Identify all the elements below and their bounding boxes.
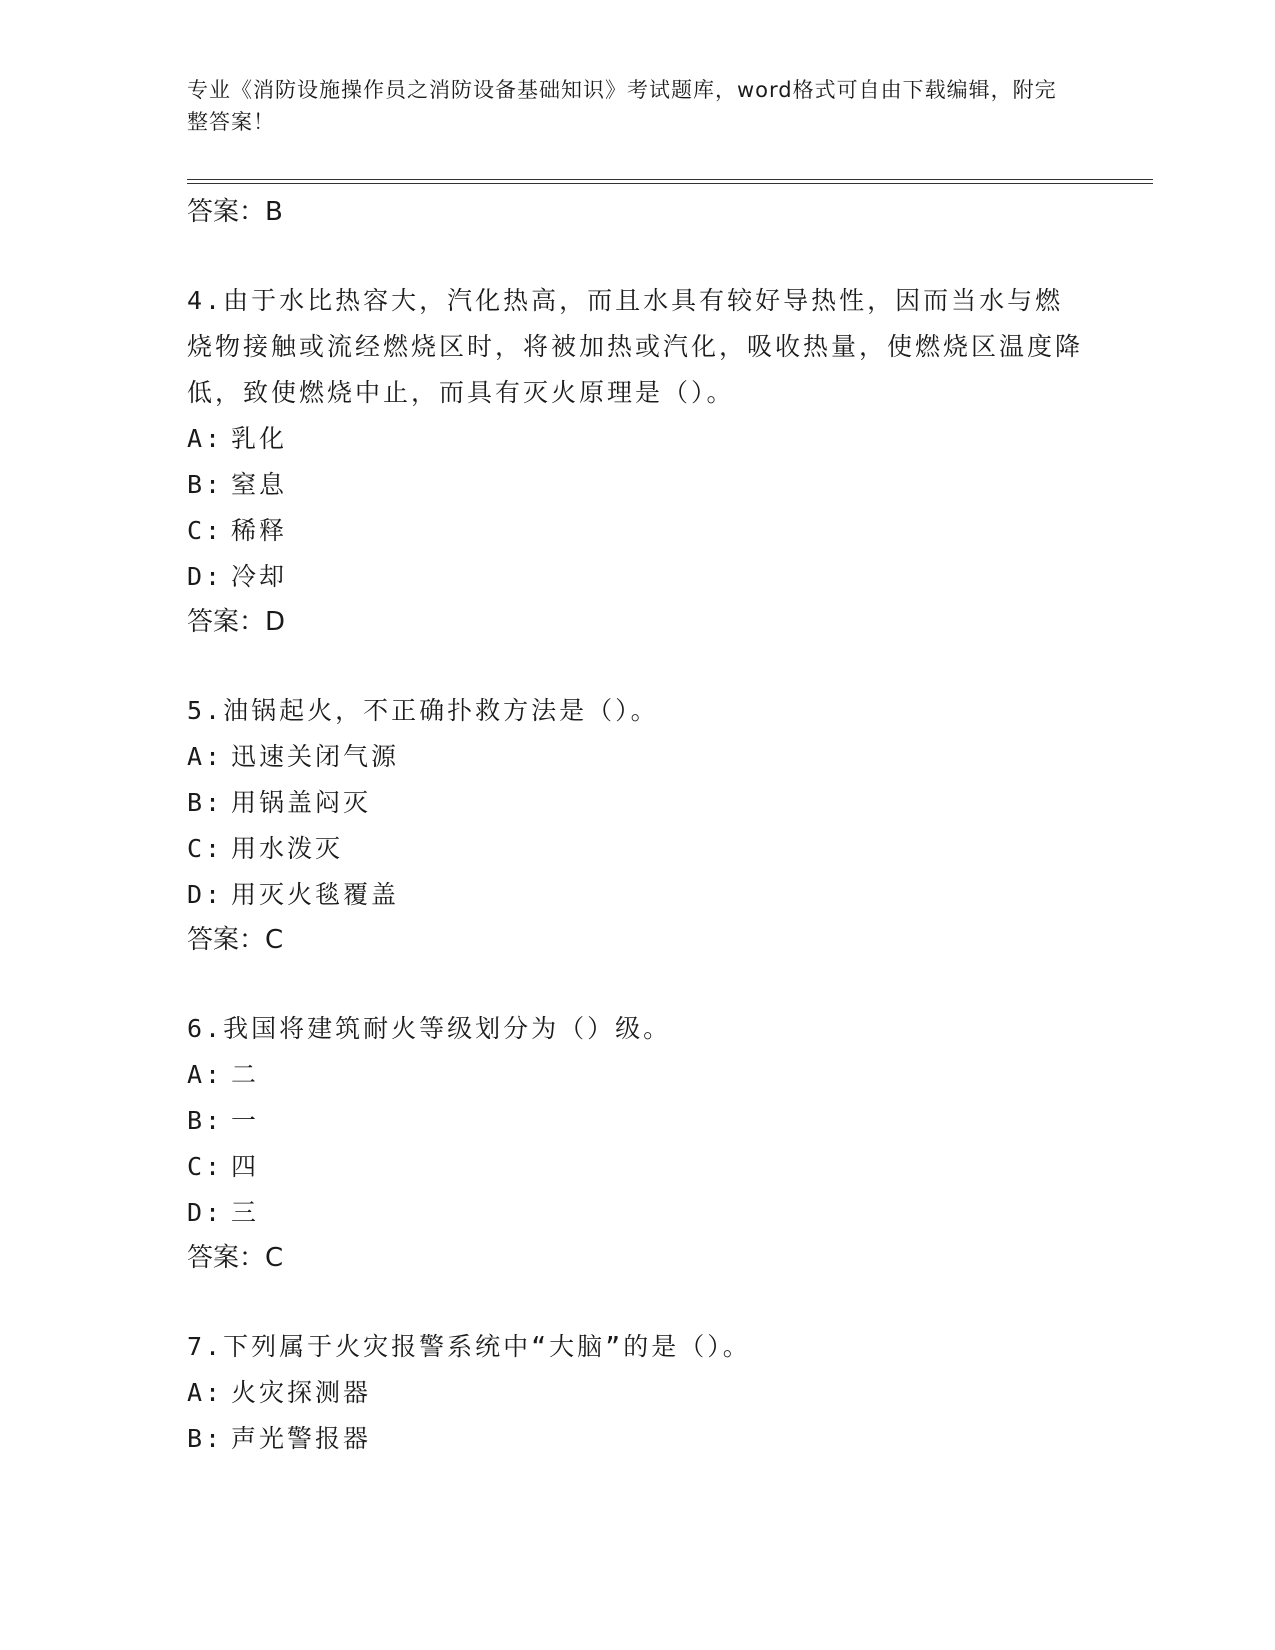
option-letter: B:: [187, 788, 224, 817]
option-text: 二: [231, 1060, 260, 1089]
option-a: [187, 734, 1087, 780]
option-b: [187, 1416, 1087, 1462]
answer-line: 答案：D: [187, 607, 286, 637]
option-text: 用锅盖闷灭: [231, 788, 372, 817]
question-text: 5.油锅起火，不正确扑救方法是（）。: [187, 696, 659, 725]
option-b: [187, 1098, 1087, 1144]
answer-line: 答案：C: [187, 925, 284, 955]
option-letter: C:: [187, 834, 224, 863]
option-text: 用灭火毯覆盖: [231, 880, 400, 909]
question-block: [187, 278, 1087, 644]
answer-line: 答案：B: [187, 197, 283, 227]
header-rule-top: [187, 179, 1153, 180]
option-letter: D:: [187, 880, 224, 909]
option-text: 一: [231, 1106, 260, 1135]
option-d: [187, 872, 1087, 918]
option-letter: B:: [187, 1106, 224, 1135]
option-letter: A:: [187, 1060, 224, 1089]
option-text: 窒息: [231, 470, 288, 499]
option-d: [187, 1190, 1087, 1236]
question-block: [187, 688, 1087, 962]
option-letter: A:: [187, 1378, 224, 1407]
option-a: [187, 1052, 1087, 1098]
answer-line: 答案：C: [187, 1243, 284, 1273]
question-block: [187, 1324, 1087, 1462]
option-c: [187, 826, 1087, 872]
option-text: 稀释: [231, 516, 288, 545]
option-text: 火灾探测器: [231, 1378, 372, 1407]
spacer: [187, 1280, 1087, 1324]
option-text: 用水泼灭: [231, 834, 344, 863]
option-letter: B:: [187, 1424, 224, 1453]
question-text: 6.我国将建筑耐火等级划分为（）级。: [187, 1014, 672, 1043]
option-text: 三: [231, 1198, 260, 1227]
header-rule-bottom: [187, 183, 1153, 184]
option-text: 冷却: [231, 562, 288, 591]
option-letter: D:: [187, 1198, 224, 1227]
option-text: 四: [231, 1152, 260, 1181]
option-letter: D:: [187, 562, 224, 591]
question-list: [187, 190, 1087, 1462]
option-letter: B:: [187, 470, 224, 499]
option-letter: C:: [187, 516, 224, 545]
option-letter: A:: [187, 742, 224, 771]
option-c: [187, 508, 1087, 554]
spacer: [187, 234, 1087, 278]
option-c: [187, 1144, 1087, 1190]
option-letter: C:: [187, 1152, 224, 1181]
option-letter: A:: [187, 424, 224, 453]
option-a: [187, 416, 1087, 462]
option-text: 乳化: [231, 424, 288, 453]
option-b: [187, 780, 1087, 826]
option-d: [187, 554, 1087, 600]
document-header: 专业《消防设施操作员之消防设备基础知识》考试题库，word格式可自由下载编辑，附完整答案！: [187, 78, 1057, 134]
question-text: 4.由于水比热容大，汽化热高，而且水具有较好导热性，因而当水与燃烧物接触或流经燃烧区时，将被加热或汽化，吸收热量，使燃烧区温度降低，致使燃烧中止，而具有灭火原理是（）。: [187, 286, 1084, 407]
option-text: 声光警报器: [231, 1424, 372, 1453]
option-a: [187, 1370, 1087, 1416]
question-text: 7.下列属于火灾报警系统中“大脑”的是（）。: [187, 1332, 751, 1361]
spacer: [187, 962, 1087, 1006]
question-block: [187, 1006, 1087, 1280]
spacer: [187, 644, 1087, 688]
option-text: 迅速关闭气源: [231, 742, 400, 771]
option-b: [187, 462, 1087, 508]
